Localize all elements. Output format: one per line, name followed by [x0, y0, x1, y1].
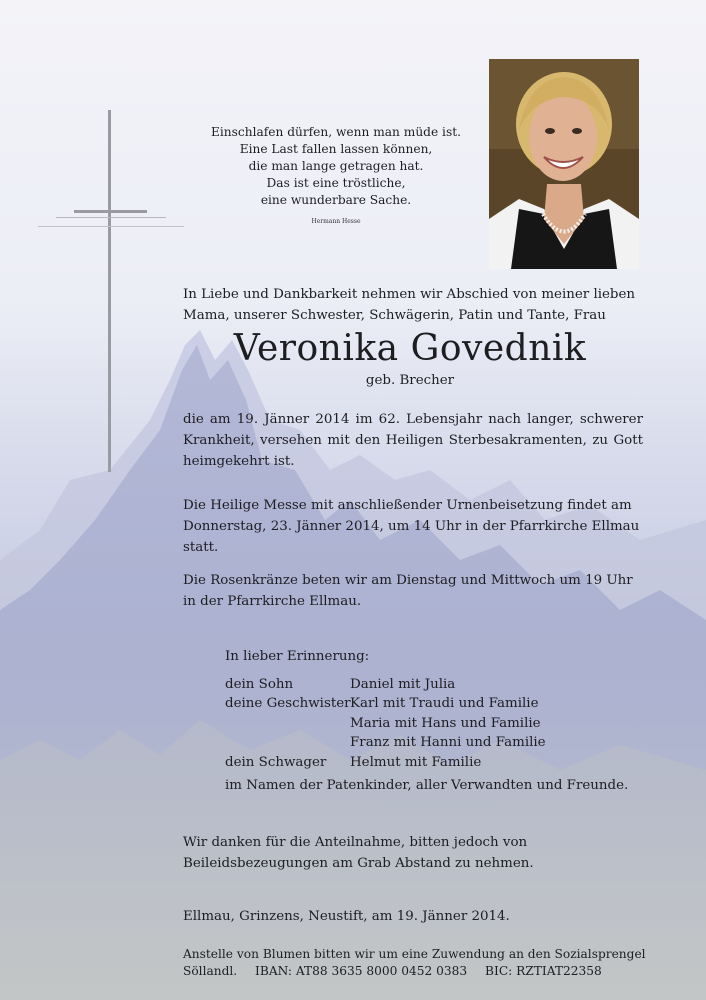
mourners-list: [225, 675, 546, 772]
mourner-row: [225, 694, 546, 713]
poem-author: Hermann Hesse: [311, 218, 361, 225]
place-date: Ellmau, Grinzens, Neustift, am 19. Jänner 2014.: [183, 909, 510, 924]
donation-iban: IBAN: AT88 3635 8000 0452 0383: [255, 964, 468, 978]
donation-note: [183, 946, 646, 980]
donation-text: Anstelle von Blumen bitten wir um eine Zuwendung an den Sozialsprengel: [183, 947, 646, 961]
poem-line: Das ist eine tröstliche,: [266, 176, 406, 190]
mourner-row: [225, 753, 546, 772]
rosary-notice: Die Rosenkränze beten wir am Dienstag und Mittwoch um 19 Uhr in der Pfarrkirche Ellmau.: [183, 573, 633, 609]
mourner-relation: [225, 733, 350, 752]
poem-line: eine wunderbare Sache.: [260, 193, 412, 207]
mourner-relation: dein Schwager: [225, 754, 327, 770]
mourner-row: [225, 714, 546, 733]
poem-line: die man lange getragen hat.: [248, 159, 424, 173]
cross-horizontal-bar: [74, 210, 147, 213]
portrait-photo: [489, 59, 639, 269]
cross-vertical-bar: [108, 110, 111, 472]
donation-bank-details: [183, 963, 646, 980]
mourner-row: [225, 733, 546, 752]
memory-heading: In lieber Erinnerung:: [225, 649, 370, 664]
mourner-names: Karl mit Traudi und Familie: [350, 696, 539, 712]
mourner-names: Helmut mit Familie: [350, 754, 482, 770]
mourner-row: [225, 675, 546, 694]
mourner-relation: dein Sohn: [225, 677, 294, 692]
poem-line: Eine Last fallen lassen können,: [239, 142, 433, 156]
mourner-relation: deine Geschwister: [225, 696, 351, 712]
death-notice: die am 19. Jänner 2014 im 62. Lebensjahr nach langer, schwerer Krankheit, versehen mit den Heiligen Sterbesakramenten, zu Gott heimgekehrt ist.: [183, 412, 643, 469]
intro-text: In Liebe und Dankbarkeit nehmen wir Abschied von meiner lieben Mama, unserer Schwester, Schwägerin, Patin und Tante, Frau: [183, 287, 636, 323]
donation-recipient: Söllandl.: [183, 964, 238, 978]
on-behalf-text: im Namen der Patenkinder, aller Verwandten und Freunde.: [225, 778, 629, 793]
mourner-relation: [225, 714, 350, 733]
poem: [196, 124, 476, 230]
cross-decor-line: [56, 217, 166, 218]
maiden-name: geb. Brecher: [365, 373, 455, 388]
mass-notice: Die Heilige Messe mit anschließender Urnenbeisetzung findet am Donnerstag, 23. Jänner 2014, um 14 Uhr in der Pfarrkirche Ellmau statt.: [183, 498, 640, 555]
poem-line: Einschlafen dürfen, wenn man müde ist.: [211, 125, 461, 139]
mourner-names: Maria mit Hans und Familie: [350, 715, 541, 731]
mourner-names: Franz mit Hanni und Familie: [350, 735, 546, 751]
cross-decor-line: [38, 226, 184, 227]
donation-bic: BIC: RZTIAT22358: [485, 964, 602, 978]
mourner-names: Daniel mit Julia: [350, 677, 456, 692]
deceased-name: Veronika Govednik: [233, 328, 587, 369]
thanks-text: Wir danken für die Anteilnahme, bitten jedoch von Beileidsbezeugungen am Grab Abstand zu nehmen.: [183, 835, 534, 871]
